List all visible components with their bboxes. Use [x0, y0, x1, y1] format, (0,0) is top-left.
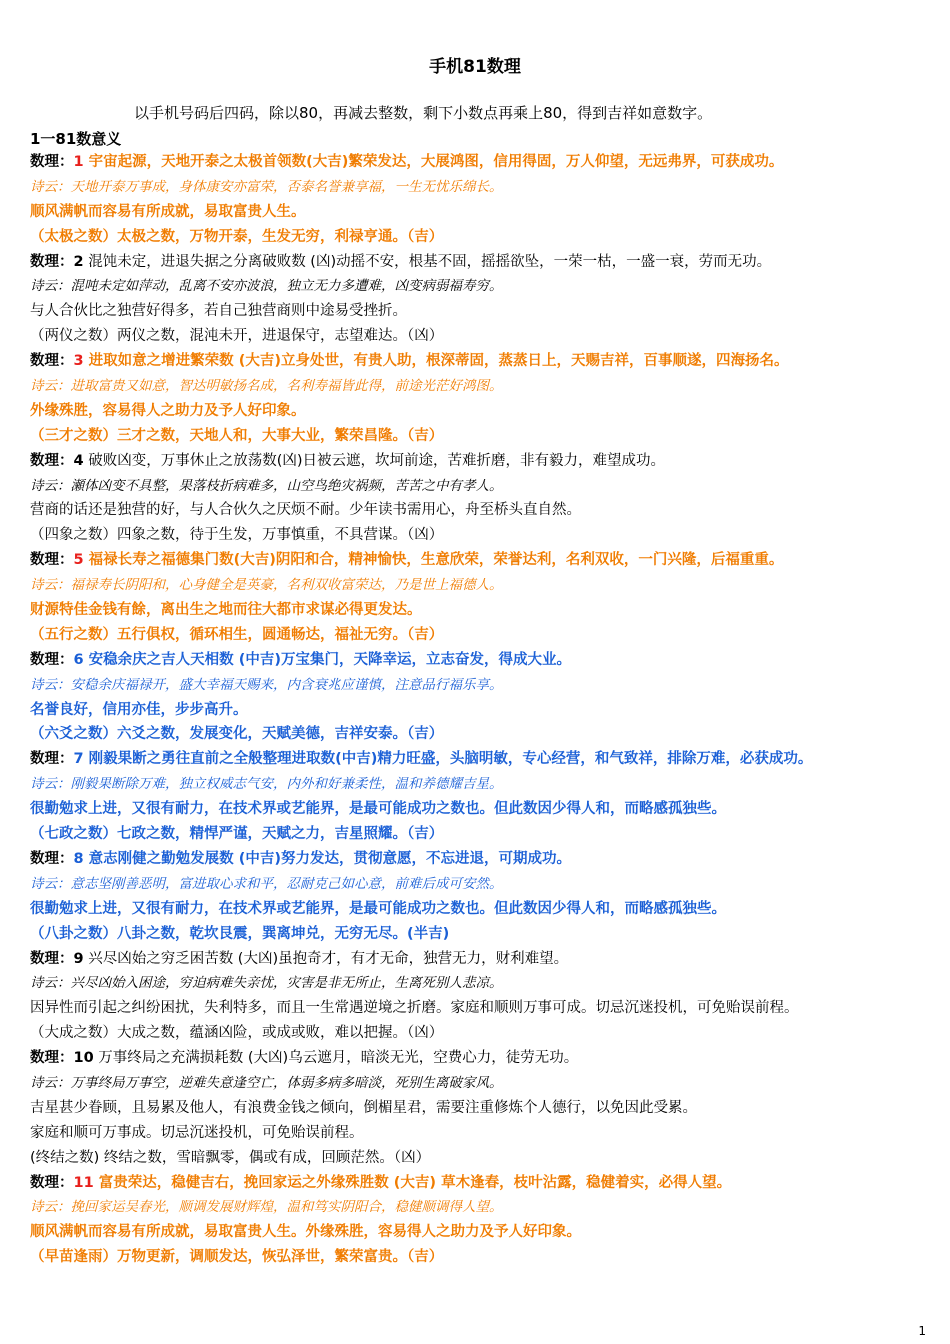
- entry-number: 1: [73, 154, 84, 170]
- entry-number: 3: [73, 353, 84, 370]
- entry-number: 10: [73, 1050, 94, 1067]
- description-line: 与人合伙比之独营好得多，若自己独营商则中途易受挫折。: [30, 303, 407, 320]
- description-line: （太极之数）太极之数，万物开泰，生发无穷，利禄亨通。（吉）: [30, 228, 444, 245]
- entry-number: 5: [73, 552, 84, 569]
- poem-line: 诗云：进取富贵又如意，智达明敏扬名成，名利寿福皆此得，前途光茫好鸿图。: [30, 378, 503, 395]
- entry-summary: 混饨未定，进退失据之分离破败数 (凶)动摇不安，根基不固，摇摇欲坠，一荣一枯，一盛一衰，劳而无功。: [83, 253, 772, 270]
- entry-header-line: [30, 150, 935, 175]
- entry-number-label: 数理：: [30, 154, 74, 170]
- page-number: 1: [918, 1324, 926, 1338]
- entry-header-line: [30, 548, 935, 573]
- document-title: 手机81数理: [429, 57, 521, 77]
- number-entry: [30, 349, 935, 449]
- entry-number-label: 数理：: [30, 353, 74, 370]
- description-line: 名誉良好，信用亦佳，步步高升。: [30, 701, 248, 718]
- number-entry: [30, 548, 935, 648]
- entry-number: 9: [73, 950, 84, 967]
- entry-header-line: [30, 847, 935, 872]
- entry-header-line: [30, 1046, 935, 1071]
- entry-number: 6: [73, 651, 84, 668]
- entry-summary: 安稳余庆之吉人天相数 (中吉)万宝集门，天降幸运，立志奋发，得成大业。: [83, 651, 571, 668]
- poem-line: 诗云：瀬体凶变不具整，果落枝折病难多，山空鸟绝灾祸频，苦苦之中有孝人。: [30, 477, 503, 494]
- entry-number-label: 数理：: [30, 452, 74, 469]
- description-line: （四象之数）四象之数，待于生发，万事慎重，不具营谋。（凶）: [30, 527, 444, 544]
- number-entry: [30, 250, 935, 350]
- description-line: 吉星甚少眷顾，且易累及他人，有浪费金钱之倾向，倒楣星君，需要注重修炼个人德行，以免因此受累。: [30, 1099, 697, 1116]
- entry-number-label: 数理：: [30, 751, 74, 768]
- entry-number-label: 数理：: [30, 253, 74, 270]
- entry-summary: 刚毅果断之勇往直前之全般整理进取数(中吉)精力旺盛，头脑明敏，专心经营，和气致祥，排除万难，必获成功。: [83, 751, 813, 768]
- entry-summary: 万事终局之充满损耗数 (大凶)乌云遮月，暗淡无光，空费心力，徒劳无功。: [93, 1050, 579, 1067]
- description-line: 因异性而引起之纠纷困扰，失利特多，而且一生常遇逆境之折磨。家庭和顺则万事可成。切忌沉迷投机，可免贻误前程。: [30, 1000, 799, 1017]
- section-heading: 1一81数意义: [30, 130, 122, 148]
- entry-summary: 意志刚健之勤勉发展数 (中吉)努力发达，贯彻意愿，不忘进退，可期成功。: [83, 850, 571, 867]
- entries-list: [30, 150, 935, 1270]
- number-entry: [30, 747, 935, 847]
- entry-number-label: 数理：: [30, 850, 74, 867]
- poem-line: 诗云：意志坚刚善恶明，富进取心求和平，忍耐克己如心意，前难后成可安然。: [30, 875, 503, 892]
- description-line: 顺风满帆而容易有所成就，易取富贵人生。外缘殊胜，容易得人之助力及予人好印象。: [30, 1224, 581, 1241]
- entry-header-line: [30, 947, 935, 972]
- entry-header-line: [30, 747, 935, 772]
- entry-summary: 破败凶变，万事休止之放荡数(凶)日被云遮，坎坷前途，苦难折磨，非有毅力，难望成功。: [83, 452, 666, 469]
- poem-line: 诗云：安稳余庆福禄开，盛大幸福天赐来，内含衰兆应谨慎，注意品行福乐享。: [30, 676, 503, 693]
- description-line: （两仪之数）两仪之数，混沌未开，进退保守，志望难达。（凶）: [30, 328, 444, 345]
- number-entry: [30, 847, 935, 947]
- entry-number-label: 数理：: [30, 1050, 74, 1067]
- poem-line: 诗云：刚毅果断除万难，独立权威志气安，内外和好兼柔性，温和养德耀吉星。: [30, 776, 503, 793]
- entry-number: 7: [73, 751, 84, 768]
- poem-line: 诗云：万事终局万事空，逆难失意逢空亡，体弱多病多暗淡，死别生离破家风。: [30, 1074, 503, 1091]
- description-line: （八卦之数）八卦之数，乾坎艮震，巽离坤兑，无穷无尽。(半吉): [30, 925, 450, 942]
- description-line: （五行之数）五行俱权，循环相生，圆通畅达，福祉无穷。（吉）: [30, 626, 444, 643]
- intro-text: 以手机号码后四码，除以80，再减去整数，剩下小数点再乘上80，得到吉祥如意数字。: [134, 104, 713, 122]
- description-line: 外缘殊胜，容易得人之助力及予人好印象。: [30, 402, 306, 419]
- description-line: 顺风满帆而容易有所成就，易取富贵人生。: [30, 203, 306, 220]
- number-entry: [30, 947, 935, 1047]
- number-entry: [30, 150, 935, 250]
- poem-line: 诗云：混吨未定如萍动，乱离不安亦波浪，独立无力多遭难，凶变病弱福寿穷。: [30, 278, 503, 295]
- description-line: （七政之数）七政之数，精悍严谨，天赋之力，吉星照耀。（吉）: [30, 826, 444, 843]
- description-line: （大成之数）大成之数，蕴涵凶险，或成或败，难以把握。（凶）: [30, 1025, 444, 1042]
- entry-number-label: 数理：: [30, 651, 74, 668]
- description-line: 营商的话还是独营的好，与人合伙久之厌烦不耐。少年读书需用心，舟至桥头直自然。: [30, 502, 581, 519]
- entry-summary: 宇宙起源，天地开泰之太极首领数(大吉)繁荣发达，大展鸿图，信用得固，万人仰望，无远弗界，可获成功。: [83, 154, 784, 170]
- entry-header-line: [30, 648, 935, 673]
- description-line: （三才之数）三才之数，天地人和，大事大业，繁荣昌隆。（吉）: [30, 427, 444, 444]
- entry-summary: 福禄长寿之福德集门数(大吉)阴阳和合，精神愉快，生意欣荣，荣誉达利，名利双收，一门兴隆，后福重重。: [83, 552, 784, 569]
- description-line: （六爻之数）六爻之数，发展变化，天赋美德，吉祥安泰。（吉）: [30, 726, 444, 743]
- description-line: 很勤勉求上进，又很有耐力，在技术界或艺能界，是最可能成功之数也。但此数因少得人和，而略感孤独些。: [30, 900, 726, 917]
- description-line: (终结之数) 终结之数，雪暗飘零，偶或有成，回顾茫然。（凶）: [30, 1149, 431, 1166]
- description-line: （早苗逢雨）万物更新，调顺发达，恢弘泽世，繁荣富贵。（吉）: [30, 1249, 444, 1266]
- entry-number: 8: [73, 850, 84, 867]
- entry-number-label: 数理：: [30, 1174, 74, 1191]
- entry-header-line: [30, 349, 935, 374]
- number-entry: [30, 1046, 935, 1170]
- number-entry: [30, 449, 935, 549]
- entry-summary: 富贵荣达，稳健吉右，挽回家运之外缘殊胜数 (大吉) 草木逢春，枝叶沾露，稳健着实，必得人望。: [93, 1174, 732, 1191]
- description-line: 财源特佳金钱有餘，离出生之地而往大都市求谋必得更发达。: [30, 602, 422, 619]
- number-entry: [30, 648, 935, 748]
- entry-header-line: [30, 250, 935, 275]
- entry-number-label: 数理：: [30, 950, 74, 967]
- poem-line: 诗云：天地开泰万事成，身体康安亦富荣，否泰名誉兼享福，一生无忧乐绵长。: [30, 178, 503, 195]
- entry-header-line: [30, 1171, 935, 1196]
- entry-header-line: [30, 449, 935, 474]
- poem-line: 诗云：福禄寿长阴阳和，心身健全是英豪，名利双收富荣达，乃是世上福德人。: [30, 577, 503, 594]
- number-entry: [30, 1171, 935, 1271]
- entry-number: 2: [73, 253, 84, 270]
- description-line: 家庭和顺可万事成。切忌沉迷投机，可免贻误前程。: [30, 1124, 364, 1141]
- poem-line: 诗云：兴尽凶始入困途，穷迫病难失亲忧，灾害是非无所止，生离死别人悲凉。: [30, 975, 503, 992]
- entry-number-label: 数理：: [30, 552, 74, 569]
- entry-number: 11: [73, 1174, 94, 1191]
- description-line: 很勤勉求上进，又很有耐力，在技术界或艺能界，是最可能成功之数也。但此数因少得人和，而略感孤独些。: [30, 801, 726, 818]
- poem-line: 诗云：挽回家运吴春光，顺调发展财辉煌，温和笃实阴阳合，稳健顺调得人望。: [30, 1199, 503, 1216]
- entry-summary: 兴尽凶始之穷乏困苦数 (大凶)虽抱奇才，有才无命，独营无力，财利难望。: [83, 950, 569, 967]
- entry-summary: 进取如意之增进繁荣数 (大吉)立身处世，有贵人助，根深蒂固，蒸蒸日上，天赐吉祥，百事顺遂，四海扬名。: [83, 353, 789, 370]
- entry-number: 4: [73, 452, 84, 469]
